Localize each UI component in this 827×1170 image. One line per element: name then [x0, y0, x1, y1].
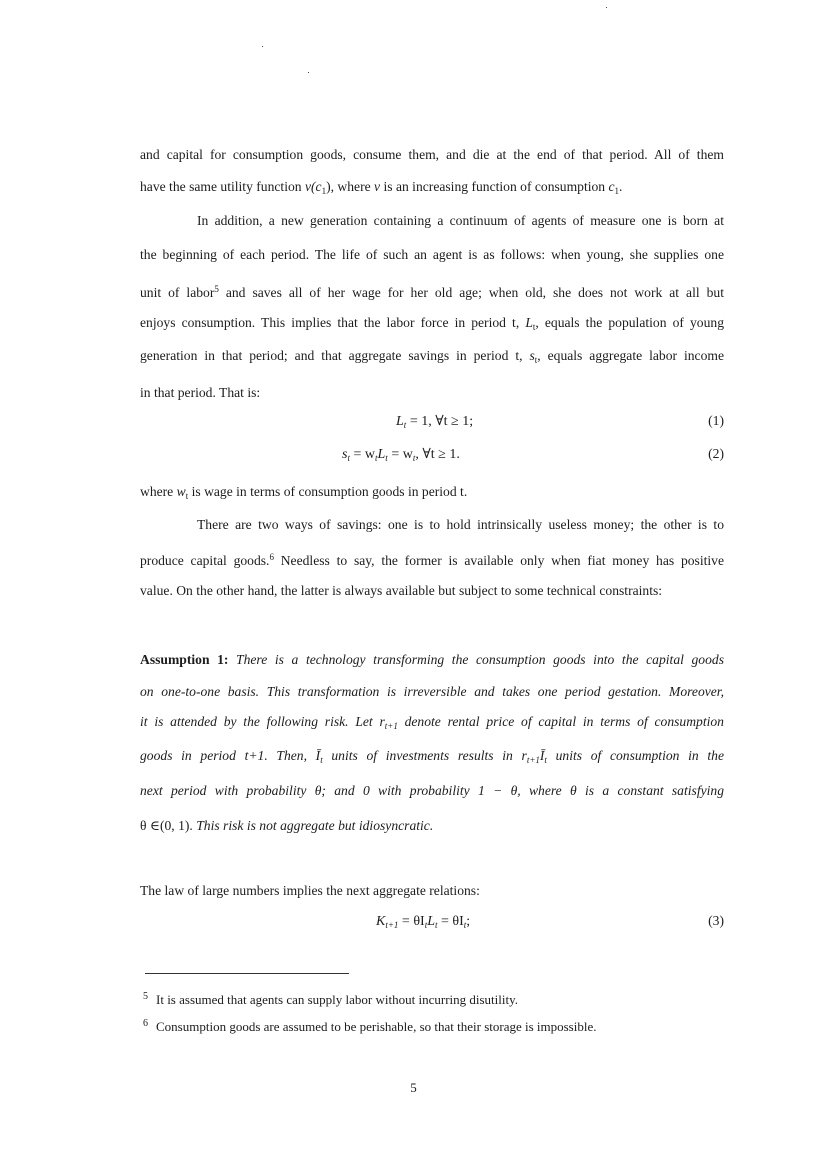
- footnote-separator: [145, 973, 349, 974]
- equation-3: $K_{t+1} = \theta I_tL_t = \theta I_t$;: [376, 914, 471, 930]
- body-line: value. On the other hand, the latter is always available but subject to some technical constraints:: [140, 583, 663, 598]
- body-line: There are two ways of savings: one is to hold intrinsically useless money; the other is to: [197, 517, 724, 532]
- footnote-ref: 5: [214, 284, 219, 294]
- body-line: enjoys consumption. This implies that the labor force in period t, $L_t$, equals the population of young: [140, 315, 724, 332]
- body-line: In addition, a new generation containing a continuum of agents of measure one is born at: [197, 213, 724, 228]
- assumption-line: on one-to-one basis. This transformation is irreversible and takes one period gestation. Moreover,: [140, 684, 724, 699]
- footnote: $^5$ It is assumed that agents can supply labor without incurring disutility.: [143, 991, 519, 1007]
- body-line: in that period. That is:: [140, 385, 261, 400]
- body-line: unit of labor$^5$ and saves all of her wage for her old age; when old, she does not work at all but: [140, 284, 724, 300]
- equation-number: (1): [708, 413, 724, 428]
- equation-number: (2): [708, 446, 724, 461]
- footnote: $^6$ Consumption goods are assumed to be perishable, so that their storage is impossible.: [143, 1018, 597, 1034]
- assumption-line: goods in period t+1. Then, $Ī_t$ units of investments results in $r_{t+1}Ī_t$ units of consumption in the: [140, 748, 724, 765]
- body-line: produce capital goods.$^6$ Needless to say, the former is available only when fiat money has positive: [140, 552, 724, 568]
- scan-speck: [606, 7, 607, 8]
- page-number: 5: [410, 1080, 417, 1095]
- equation-number: (3): [708, 913, 724, 928]
- assumption-line: next period with probability θ; and 0 with probability 1 − θ, where θ is a constant satisfying: [140, 783, 724, 798]
- body-line: The law of large numbers implies the next aggregate relations:: [140, 883, 480, 898]
- assumption-label: Assumption 1:: [140, 652, 229, 667]
- scan-speck: [262, 46, 263, 47]
- equation-1: $L_t = 1$, ∀t ≥ 1;: [396, 414, 474, 430]
- body-line: generation in that period; and that aggregate savings in period t, $s_t$, equals aggregate labor income: [140, 348, 724, 365]
- body-line: where $w_t$ is wage in terms of consumption goods in period t.: [140, 484, 468, 501]
- assumption-line: Assumption 1: There is a technology transforming the consumption goods into the capital goods: [140, 652, 724, 667]
- body-line: have the same utility function $v(c_1)$, where v is an increasing function of consumption $c_1$.: [140, 179, 623, 196]
- footnote-ref: 6: [269, 552, 274, 562]
- body-line: the beginning of each period. The life of such an agent is as follows: when young, she supplies one: [140, 247, 724, 262]
- assumption-line: θ ∈(0, 1). This risk is not aggregate but idiosyncratic.: [140, 818, 434, 833]
- body-line: and capital for consumption goods, consume them, and die at the end of that period. All of them: [140, 147, 724, 162]
- assumption-line: it is attended by the following risk. Let $r_{t+1}$ denote rental price of capital in terms of consumption: [140, 714, 724, 731]
- scan-speck: [308, 72, 309, 73]
- equation-2: $s_t = w_tL_t = w_t$, ∀t ≥ 1.: [342, 447, 460, 463]
